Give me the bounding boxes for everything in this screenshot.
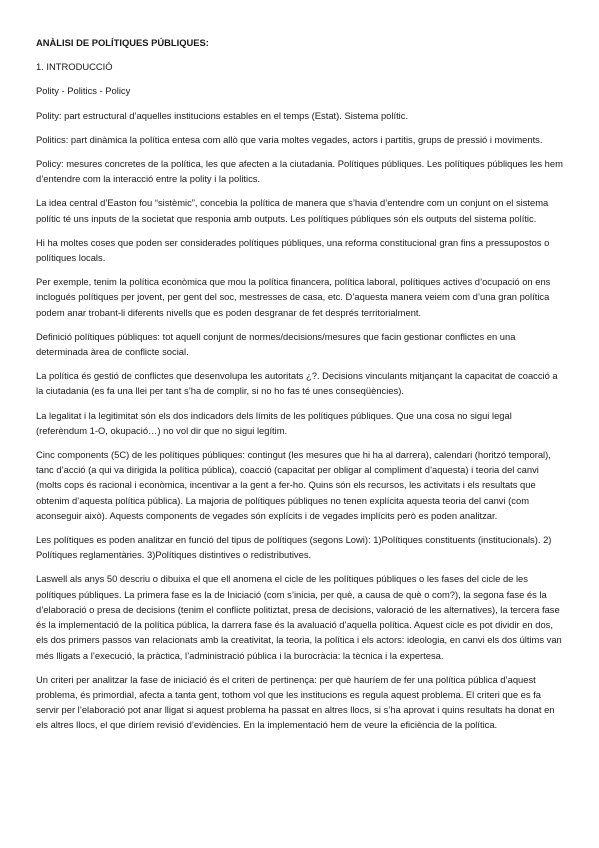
paragraph: Per exemple, tenim la política econòmica que mou la política financera, política laboral, polítiques actives d’ocupació on ens inclogués polítiques per jovent, per gent del soc, mestresses de casa, etc. D’aquesta manera veiem com d’una gran política podem anar trobant-li diferents nivells que es poden desgranar de fet després territorialment. (36, 276, 551, 318)
paragraph: La legalitat i la legitimitat són els dos indicadors dels límits de les polítiques públiques. Que una cosa no sigui legal (referèndum 1-O, okupació…) no vol dir que no sigui legítim. (36, 409, 512, 436)
paragraph: Polity: part estructural d’aquelles institucions estables en el temps (Estat). Sistema polític. (36, 109, 409, 121)
paragraph: Laswell als anys 50 descriu o dibuixa el que ell anomena el cicle de les polítiques públiques o les fases del cicle de les polítiques públiques. La primera fase es la de Iniciació (com s’inicia, per què, a causa de què o com?), la segona fase és la d’elaboració o presa de decisions (tenim el conflicte politiztat, presa de decisions, valoració de les alternatives), la tercera fase és la implementació de la política pública, la darrera fase és la avaluació d’aquella política. Aquest cicle es pot dividir en dos, els dos primers passos van relacionats amb la creativitat, la teoria, la política i els actors: ideologia, en canvi els dos últims van més lligats a l’execució, la pràctica, l’administració pública i la burocràcia: la tècnica i la expertesa. (36, 573, 562, 661)
paragraph: Un criteri per analitzar la fase de iniciació és el criteri de pertinença: per què hauríem de fer una política pública d’aquest problema, és primordial, afecta a tanta gent, tothom vol que les institucions es regula aquest problema. El criteri que es fa servir per l’elaboració pot anar lligat si aquest problema ha passat en altres llocs, si s’ha aprovat i quins resultats ha donat en els altres llocs, el que diríem revisió d’evidències. En la implementació hem de veure la eficiència de la política. (36, 673, 555, 731)
section-heading: 1. INTRODUCCIÓ (36, 61, 113, 73)
paragraph: La idea central d’Easton fou “sistèmic”, concebia la política de manera que s’havia d’entendre com un conjunt on el sistema polític té uns inputs de la societat que responia amb outputs. Les polítiques públiques són els outputs del sistema polític. (36, 197, 549, 224)
paragraph: Politics: part dinàmica la política entesa com allò que varia moltes vegades, actors i partitis, grups de pressió i moviments. (36, 133, 543, 145)
paragraph: La política és gestió de conflictes que desenvolupa les autoritats ¿?. Decisions vinculants mitjançant la capacitat de coacció a la ciutadania (es fa una llei per tant s’ha de complir, si no ho fas té unes conseqüències). (36, 370, 558, 397)
paragraph: Hi ha moltes coses que poden ser considerades polítiques públiques, una reforma constitucional gran fins a pressupostos o polítiques locals. (36, 236, 550, 264)
document-body (36, 35, 564, 742)
paragraph: Les polítiques es poden analitzar en funció del tipus de polítiques (segons Lowi): 1)Polítiques constituents (institucionals). 2) Polítiques reglamentàries. 3)Polítiques distintives o redistributives. (36, 534, 552, 561)
document-title: ANÀLISI DE POLÍTIQUES PÚBLIQUES: (36, 37, 209, 48)
paragraph: Cinc components (5C) de les polítiques públiques: contingut (les mesures que hi ha al darrera), calendari (horitzó temporal), tanc d’acció (a qui va dirigida la política pública), coacció (capacitat per obligar al compliment d’aquesta) i teoria del canvi (molts cops és racional i econòmica, incentivar a la gent a fer-ho. Quins són els recursos, les activitats i els resultats que obtenim d’aquesta política pública). La majoria de polítiques públiques no tenen explícita aquesta teoria del canvi (com aconseguir això). Aquests components de vegades són explícits i de vegades implícits però es poden analitzar. (36, 449, 551, 521)
paragraph: Polity - Politics - Policy (36, 85, 131, 97)
paragraph: Definició polítiques públiques: tot aquell conjunt de normes/decisions/mesures que facin gestionar conflictes en una determinada àrea de conflicte social. (36, 330, 516, 358)
paragraph: Policy: mesures concretes de la política, les que afecten a la ciutadania. Polítiques públiques. Les polítiques públiques les hem d’entendre com la interacció entre la polity i la politics. (36, 158, 563, 185)
